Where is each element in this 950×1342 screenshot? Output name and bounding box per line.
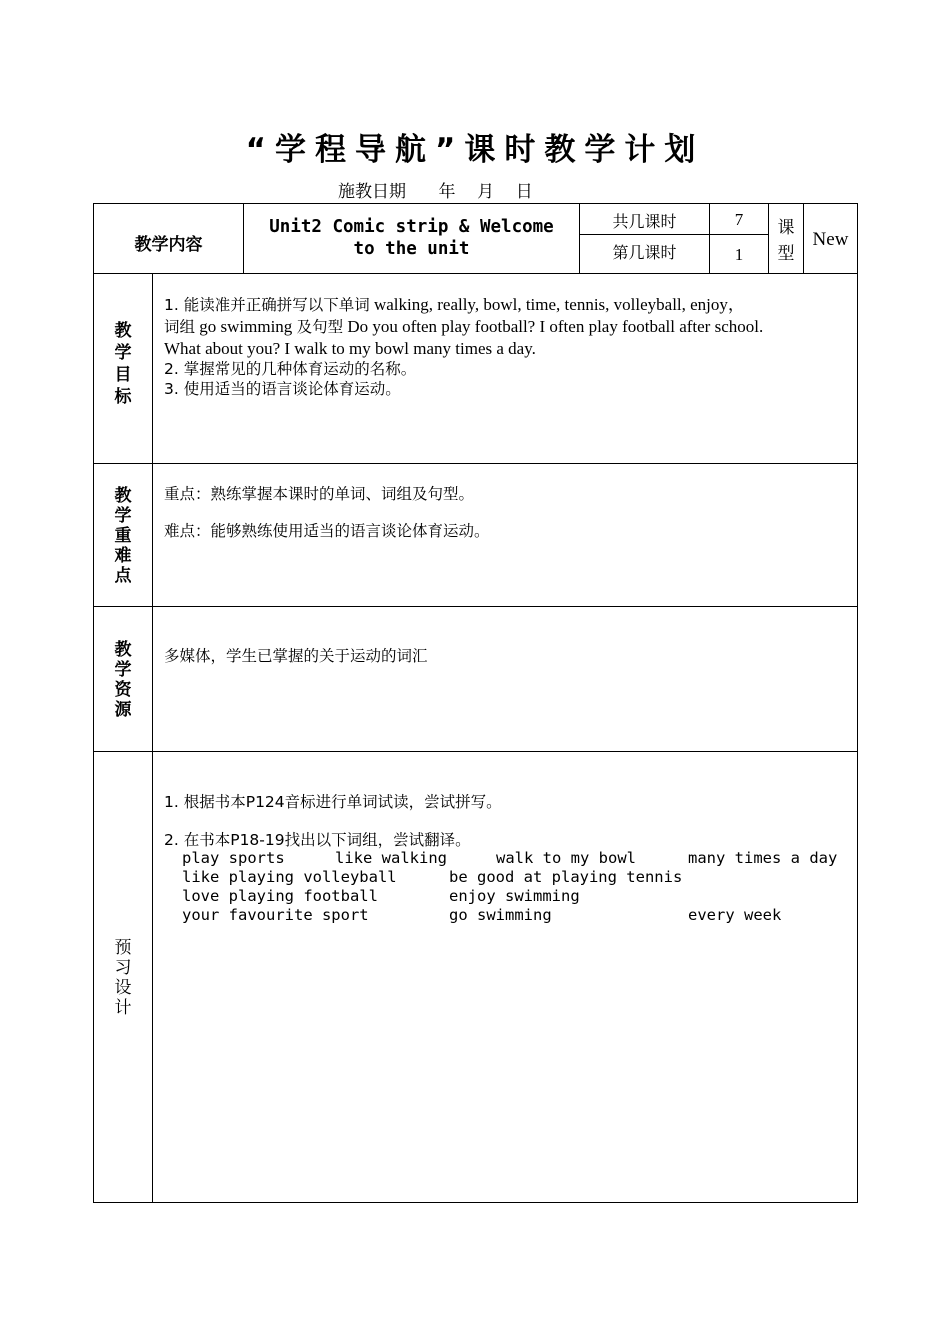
table-border xyxy=(93,751,858,752)
goals-label-char: 学 xyxy=(114,343,132,363)
lesson-type-value: New xyxy=(812,229,849,250)
phrase: love playing football xyxy=(182,887,378,905)
goals-label xyxy=(94,320,152,408)
difficult-point: 难点：能够熟练使用适当的语言谈论体育运动。 xyxy=(164,522,490,540)
goal-item-1-line1 xyxy=(164,294,854,316)
key-point: 重点：熟练掌握本课时的单词、词组及句型。 xyxy=(164,485,475,503)
phrase: be good at playing tennis xyxy=(449,868,683,886)
lesson-type-label xyxy=(769,215,803,267)
preview-label-char: 设 xyxy=(114,978,132,998)
phrase: your favourite sport xyxy=(182,906,369,924)
table-border xyxy=(93,273,858,274)
table-border xyxy=(93,1202,858,1203)
resources-label-char: 源 xyxy=(114,700,132,720)
phrase: many times a day xyxy=(688,849,838,867)
keypoints-label-char: 点 xyxy=(114,566,132,586)
table-border xyxy=(152,273,153,1203)
goals-label-char: 教 xyxy=(114,321,132,341)
page-title: “学程导航”课时教学计划 xyxy=(245,132,705,168)
lesson-type-label-1: 课 xyxy=(777,218,795,238)
phrase: enjoy swimming xyxy=(449,887,580,905)
resources-label-char: 教 xyxy=(114,640,132,660)
content-label: 教学内容 xyxy=(134,235,203,255)
goal-item-1-sentence: Do you often play football? I often play football after school. xyxy=(347,317,764,336)
date-month: 月 xyxy=(477,182,495,202)
date-year: 年 xyxy=(438,182,456,202)
goal-item-1-phrase-prefix: 词组 xyxy=(164,318,196,336)
date-day: 日 xyxy=(515,182,533,202)
goal-item-1-sentence-prefix: 及句型 xyxy=(296,318,344,336)
lesson-type-label-2: 型 xyxy=(777,244,795,264)
goals-label-char: 标 xyxy=(114,387,132,407)
table-border xyxy=(579,234,768,235)
phrase: walk to my bowl xyxy=(496,849,636,867)
goal-item-3: 3. 使用适当的语言谈论体育运动。 xyxy=(164,380,401,398)
resources-label-char: 资 xyxy=(114,680,132,700)
table-border xyxy=(857,203,858,1203)
preview-item-2: 2. 在书本P18-19找出以下词组，尝试翻译。 xyxy=(164,831,471,849)
phrase: play sports xyxy=(182,849,285,867)
keypoints-label-char: 难 xyxy=(114,546,132,566)
goal-item-1-words: walking, really, bowl, time, tennis, volleyball, enjoy， xyxy=(373,295,745,314)
preview-label-char: 计 xyxy=(114,998,132,1018)
table-border xyxy=(93,606,858,607)
goal-item-1-line2 xyxy=(164,316,854,338)
keypoints-label-char: 学 xyxy=(114,506,132,526)
preview-label-char: 习 xyxy=(114,958,132,978)
keypoints-label xyxy=(94,486,152,586)
resources-label xyxy=(94,640,152,720)
resources-label-char: 学 xyxy=(114,660,132,680)
unit-title-line1: Unit2 Comic strip & Welcome xyxy=(269,217,554,237)
date-line xyxy=(338,177,533,202)
phrase: go swimming xyxy=(449,906,552,924)
goal-item-2: 2. 掌握常见的几种体育运动的名称。 xyxy=(164,360,417,378)
total-lessons-label: 共几课时 xyxy=(612,212,677,231)
keypoints-label-char: 教 xyxy=(114,486,132,506)
preview-item-1: 1. 根据书本P124音标进行单词试读，尝试拼写。 xyxy=(164,793,502,811)
resources-text: 多媒体，学生已掌握的关于运动的词汇 xyxy=(164,647,428,665)
preview-label-char: 预 xyxy=(114,938,132,958)
unit-title xyxy=(244,216,579,260)
goals-label-char: 目 xyxy=(114,365,132,385)
phrase: like playing volleyball xyxy=(182,868,397,886)
unit-title-line2: to the unit xyxy=(353,239,470,259)
preview-label xyxy=(94,938,152,1018)
goal-item-1-phrase: go swimming xyxy=(199,317,293,336)
keypoints-label-char: 重 xyxy=(114,526,132,546)
goal-item-1-prefix: 1. 能读准并正确拼写以下单词 xyxy=(164,296,370,314)
table-border xyxy=(93,203,858,204)
goals-text xyxy=(164,294,854,399)
date-label: 施教日期 xyxy=(338,182,406,202)
nth-lesson-label: 第几课时 xyxy=(612,243,677,262)
table-border xyxy=(93,463,858,464)
nth-lesson-value: 1 xyxy=(734,245,744,264)
phrase: like walking xyxy=(335,849,447,867)
total-lessons-value: 7 xyxy=(734,210,744,229)
phrase: every week xyxy=(688,906,782,924)
goal-item-1-line3: What about you? I walk to my bowl many times a day. xyxy=(164,339,536,358)
